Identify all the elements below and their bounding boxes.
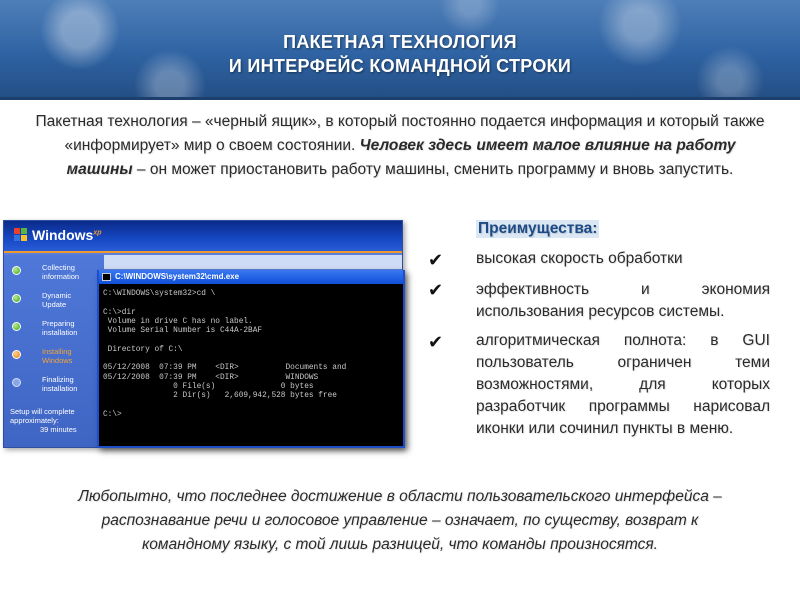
cmd-line bbox=[103, 336, 399, 345]
setup-header-bar bbox=[4, 221, 402, 253]
intro-paragraph bbox=[30, 110, 770, 182]
cmd-window bbox=[97, 270, 405, 448]
setup-main-band bbox=[104, 255, 402, 269]
slide-title bbox=[0, 30, 800, 78]
cmd-line: C:\>dir bbox=[103, 308, 136, 317]
intro-part-2: – он может приостановить работу машины, сменить программу и вновь запустить. bbox=[132, 161, 734, 178]
cmd-output bbox=[103, 290, 399, 444]
cmd-line: 05/12/2008 07:39 PM <DIR> Documents and bbox=[103, 364, 347, 373]
cmd-line: Volume Serial Number is C44A-2BAF bbox=[103, 327, 263, 336]
title-line-2: И ИНТЕРФЕЙС КОМАНДНОЙ СТРОКИ bbox=[228, 56, 572, 76]
step-done-icon bbox=[12, 266, 21, 275]
cmd-line: C:\WINDOWS\system32>cd \ bbox=[103, 290, 216, 298]
cmd-line: 0 File(s) 0 bytes bbox=[103, 382, 314, 391]
cmd-line: 05/12/2008 07:39 PM <DIR> WINDOWS bbox=[103, 373, 319, 382]
title-line-1: ПАКЕТНАЯ ТЕХНОЛОГИЯ bbox=[283, 32, 517, 52]
advantage-item: алгоритмическая полнота: в GUI пользователь ограничен теми возможностями, для которых разработчик программы нарисовал иконки или сочинил пункты в меню. bbox=[476, 332, 770, 437]
cmd-title-bar bbox=[99, 270, 403, 284]
step-active-icon bbox=[12, 350, 21, 359]
checkmark-icon: ✔ bbox=[428, 332, 444, 352]
cmd-title-text: C:\WINDOWS\system32\cmd.exe bbox=[115, 272, 240, 281]
advantages-title: Преимущества: bbox=[478, 220, 598, 237]
setup-time-remaining: Setup will complete approximately: 39 minutes bbox=[10, 407, 77, 434]
intro-part-1: Пакетная технология – «черный ящик», в который постоянно подается информация и который также «информирует» мир о своем состоянии. bbox=[35, 113, 765, 154]
header-banner bbox=[0, 0, 800, 100]
checkmark-icon: ✔ bbox=[428, 280, 444, 300]
step-pending-icon bbox=[12, 378, 21, 387]
cmd-line bbox=[103, 355, 399, 364]
windows-flag-icon bbox=[14, 228, 28, 242]
cmd-line: 2 Dir(s) 2,609,942,528 bytes free bbox=[103, 392, 337, 401]
cmd-line: Volume in drive C has no label. bbox=[103, 317, 253, 326]
advantage-item: высокая скорость обработки bbox=[476, 250, 683, 267]
console-icon bbox=[102, 273, 111, 281]
intro-emphasis: Человек здесь имеет малое влияние на работу машины bbox=[66, 137, 736, 178]
cmd-line bbox=[103, 402, 399, 411]
cmd-line: C:\> bbox=[103, 410, 122, 419]
checkmark-icon: ✔ bbox=[428, 250, 444, 270]
advantage-item: эффективность и экономия использования ресурсов системы. bbox=[476, 281, 770, 320]
cmd-line bbox=[103, 299, 399, 308]
step-done-icon bbox=[12, 322, 21, 331]
cmd-line: Directory of C:\ bbox=[103, 345, 183, 354]
windows-logo: Windows$^{xp}$ bbox=[14, 227, 101, 243]
bottom-note: Любопытно, что последнее достижение в области пользовательского интерфейса – распознавание речи и голосовое управление – означает, по существу, возврат к командному языку, с той лишь разницей, что команды произносятся. bbox=[78, 488, 722, 553]
step-done-icon bbox=[12, 294, 21, 303]
setup-steps-sidebar: Collecting information Dynamic Update Preparing installation Installing Windows Finalizing installation bbox=[4, 255, 104, 448]
